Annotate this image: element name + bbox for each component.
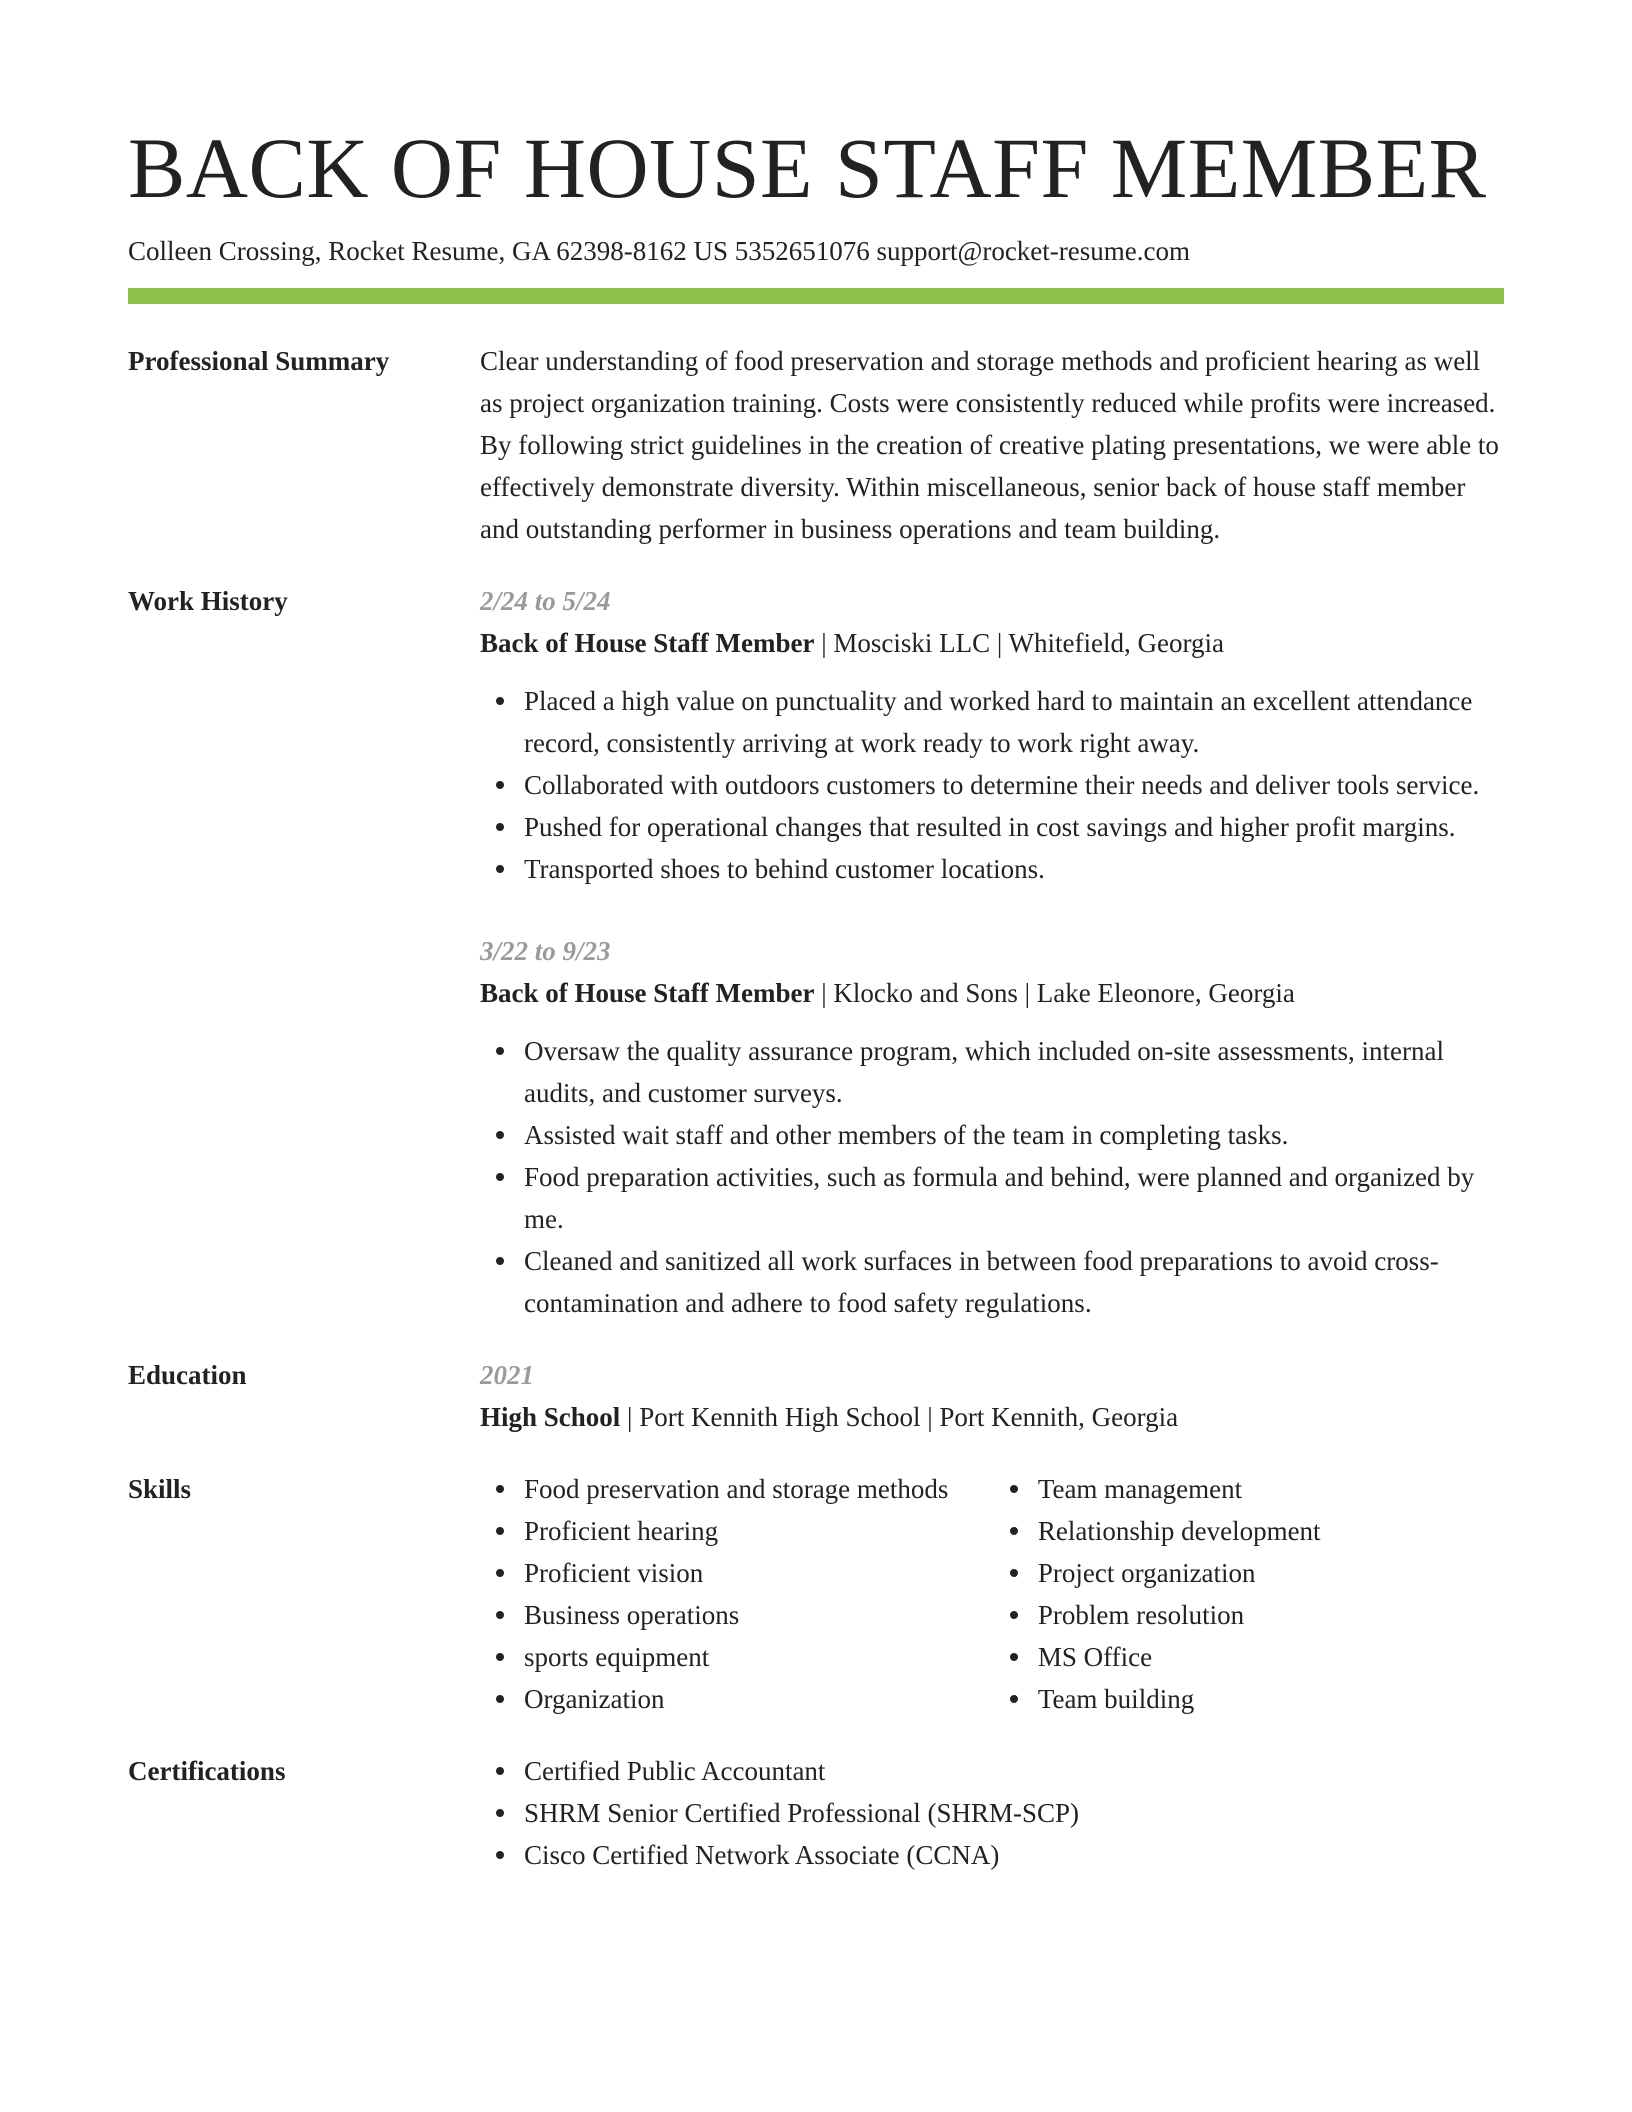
skill-item bbox=[524, 1678, 994, 1720]
job-heading bbox=[480, 972, 1504, 1014]
bullet-icon bbox=[496, 1257, 504, 1265]
bullet-icon bbox=[496, 1527, 504, 1535]
education-heading bbox=[480, 1396, 1504, 1438]
bullet-icon bbox=[496, 1131, 504, 1139]
skill-text: Proficient vision bbox=[524, 1558, 704, 1588]
work-history-section bbox=[128, 580, 1504, 1324]
skill-text: Food preservation and storage methods bbox=[524, 1474, 949, 1504]
skill-text: Organization bbox=[524, 1684, 665, 1714]
skills-column-2 bbox=[994, 1468, 1504, 1720]
job-entry bbox=[480, 930, 1504, 1324]
skills-body bbox=[480, 1468, 1504, 1720]
skill-text: sports equipment bbox=[524, 1642, 710, 1672]
skill-text: Proficient hearing bbox=[524, 1516, 719, 1546]
summary-text: Clear understanding of food preservation and storage methods and proficient hearing as well as project organization training. Costs were consistently reduced while profits were increased. By following strict guidelines in the creation of creative plating presentations, we were able to effectively demonstrate diversity. Within miscellaneous, senior back of house staff member and outstanding performer in business operations and team building. bbox=[480, 346, 1499, 544]
education-body bbox=[480, 1354, 1504, 1438]
skill-item bbox=[524, 1510, 994, 1552]
job-bullet bbox=[524, 1114, 1504, 1156]
education-section bbox=[128, 1354, 1504, 1438]
section-label-skills: Skills bbox=[128, 1474, 192, 1504]
job-bullets bbox=[480, 680, 1504, 890]
job-details: | Mosciski LLC | Whitefield, Georgia bbox=[814, 628, 1224, 658]
skill-item bbox=[1038, 1678, 1504, 1720]
job-bullet-text: Food preparation activities, such as formula and behind, were planned and organized by me. bbox=[524, 1162, 1475, 1234]
bullet-icon bbox=[496, 1485, 504, 1493]
skill-item bbox=[524, 1594, 994, 1636]
job-bullet-text: Collaborated with outdoors customers to determine their needs and deliver tools service. bbox=[524, 770, 1480, 800]
job-bullet-text: Assisted wait staff and other members of the team in completing tasks. bbox=[524, 1120, 1289, 1150]
certifications-body bbox=[480, 1750, 1504, 1876]
header-divider bbox=[128, 288, 1504, 304]
job-details: | Klocko and Sons | Lake Eleonore, Georgia bbox=[814, 978, 1295, 1008]
job-bullet-text: Cleaned and sanitized all work surfaces in between food preparations to avoid cross-contamination and adhere to food safety regulations. bbox=[524, 1246, 1439, 1318]
contact-line: Colleen Crossing, Rocket Resume, GA 62398-8162 US 5352651076 support@rocket-resume.com bbox=[128, 236, 1190, 266]
bullet-icon bbox=[1010, 1653, 1018, 1661]
bullet-icon bbox=[1010, 1569, 1018, 1577]
job-bullet bbox=[524, 1030, 1504, 1114]
job-bullet-text: Oversaw the quality assurance program, which included on-site assessments, internal audits, and customer surveys. bbox=[524, 1036, 1444, 1108]
bullet-icon bbox=[496, 1173, 504, 1181]
skill-item bbox=[1038, 1552, 1504, 1594]
bullet-icon bbox=[1010, 1527, 1018, 1535]
certification-item bbox=[524, 1792, 1504, 1834]
skill-item bbox=[1038, 1468, 1504, 1510]
skill-item bbox=[524, 1468, 994, 1510]
section-label-summary: Professional Summary bbox=[128, 346, 390, 376]
bullet-icon bbox=[496, 865, 504, 873]
job-bullet bbox=[524, 1156, 1504, 1240]
bullet-icon bbox=[1010, 1611, 1018, 1619]
job-bullets bbox=[480, 1030, 1504, 1324]
bullet-icon bbox=[496, 1569, 504, 1577]
certification-item bbox=[524, 1750, 1504, 1792]
work-history-body bbox=[480, 580, 1504, 1324]
bullet-icon bbox=[496, 1653, 504, 1661]
bullet-icon bbox=[496, 823, 504, 831]
section-label-education: Education bbox=[128, 1360, 247, 1390]
skill-text: MS Office bbox=[1037, 1642, 1153, 1672]
job-bullet bbox=[524, 680, 1504, 764]
education-year: 2021 bbox=[480, 1360, 534, 1390]
skill-text: Project organization bbox=[1037, 1558, 1256, 1588]
skill-text: Team management bbox=[1037, 1474, 1243, 1504]
education-degree: High School bbox=[480, 1402, 621, 1432]
job-dates: 2/24 to 5/24 bbox=[480, 586, 611, 616]
bullet-icon bbox=[496, 781, 504, 789]
section-label-certifications: Certifications bbox=[128, 1756, 286, 1786]
bullet-icon bbox=[496, 1767, 504, 1775]
job-title: Back of House Staff Member bbox=[480, 978, 815, 1008]
skill-item bbox=[1038, 1636, 1504, 1678]
job-bullet bbox=[524, 1240, 1504, 1324]
bullet-icon bbox=[496, 1809, 504, 1817]
certifications-list bbox=[480, 1750, 1504, 1876]
certification-item bbox=[524, 1834, 1504, 1876]
skills-column-1 bbox=[480, 1468, 994, 1720]
certification-text: SHRM Senior Certified Professional (SHRM-SCP) bbox=[524, 1798, 1080, 1828]
job-title: Back of House Staff Member bbox=[480, 628, 815, 658]
skill-item bbox=[1038, 1510, 1504, 1552]
education-details: | Port Kennith High School | Port Kennith, Georgia bbox=[620, 1402, 1179, 1432]
skill-text: Problem resolution bbox=[1037, 1600, 1245, 1630]
job-bullet bbox=[524, 806, 1504, 848]
job-bullet bbox=[524, 764, 1504, 806]
bullet-icon bbox=[1010, 1695, 1018, 1703]
job-heading bbox=[480, 622, 1504, 664]
job-bullet-text: Transported shoes to behind customer locations. bbox=[524, 854, 1045, 884]
certification-text: Certified Public Accountant bbox=[524, 1756, 826, 1786]
professional-summary-section bbox=[128, 340, 1504, 550]
skill-text: Business operations bbox=[524, 1600, 740, 1630]
bullet-icon bbox=[496, 1047, 504, 1055]
job-bullet-text: Pushed for operational changes that resulted in cost savings and higher profit margins. bbox=[524, 812, 1456, 842]
bullet-icon bbox=[1010, 1485, 1018, 1493]
job-entry bbox=[480, 580, 1504, 890]
candidate-title: BACK OF HOUSE STAFF MEMBER bbox=[128, 120, 1487, 216]
skill-item bbox=[524, 1552, 994, 1594]
job-bullet bbox=[524, 848, 1504, 890]
section-label-work: Work History bbox=[128, 586, 288, 616]
skill-text: Relationship development bbox=[1037, 1516, 1321, 1546]
bullet-icon bbox=[496, 1695, 504, 1703]
skill-text: Team building bbox=[1037, 1684, 1195, 1714]
certification-text: Cisco Certified Network Associate (CCNA) bbox=[524, 1840, 1000, 1870]
job-bullet-text: Placed a high value on punctuality and worked hard to maintain an excellent attendance record, consistently arriving at work ready to work right away. bbox=[524, 686, 1473, 758]
summary-body bbox=[480, 340, 1504, 550]
bullet-icon bbox=[496, 697, 504, 705]
certifications-section bbox=[128, 1750, 1504, 1876]
skill-item bbox=[524, 1636, 994, 1678]
job-dates: 3/22 to 9/23 bbox=[480, 936, 611, 966]
skills-section bbox=[128, 1468, 1504, 1720]
bullet-icon bbox=[496, 1611, 504, 1619]
skill-item bbox=[1038, 1594, 1504, 1636]
bullet-icon bbox=[496, 1851, 504, 1859]
